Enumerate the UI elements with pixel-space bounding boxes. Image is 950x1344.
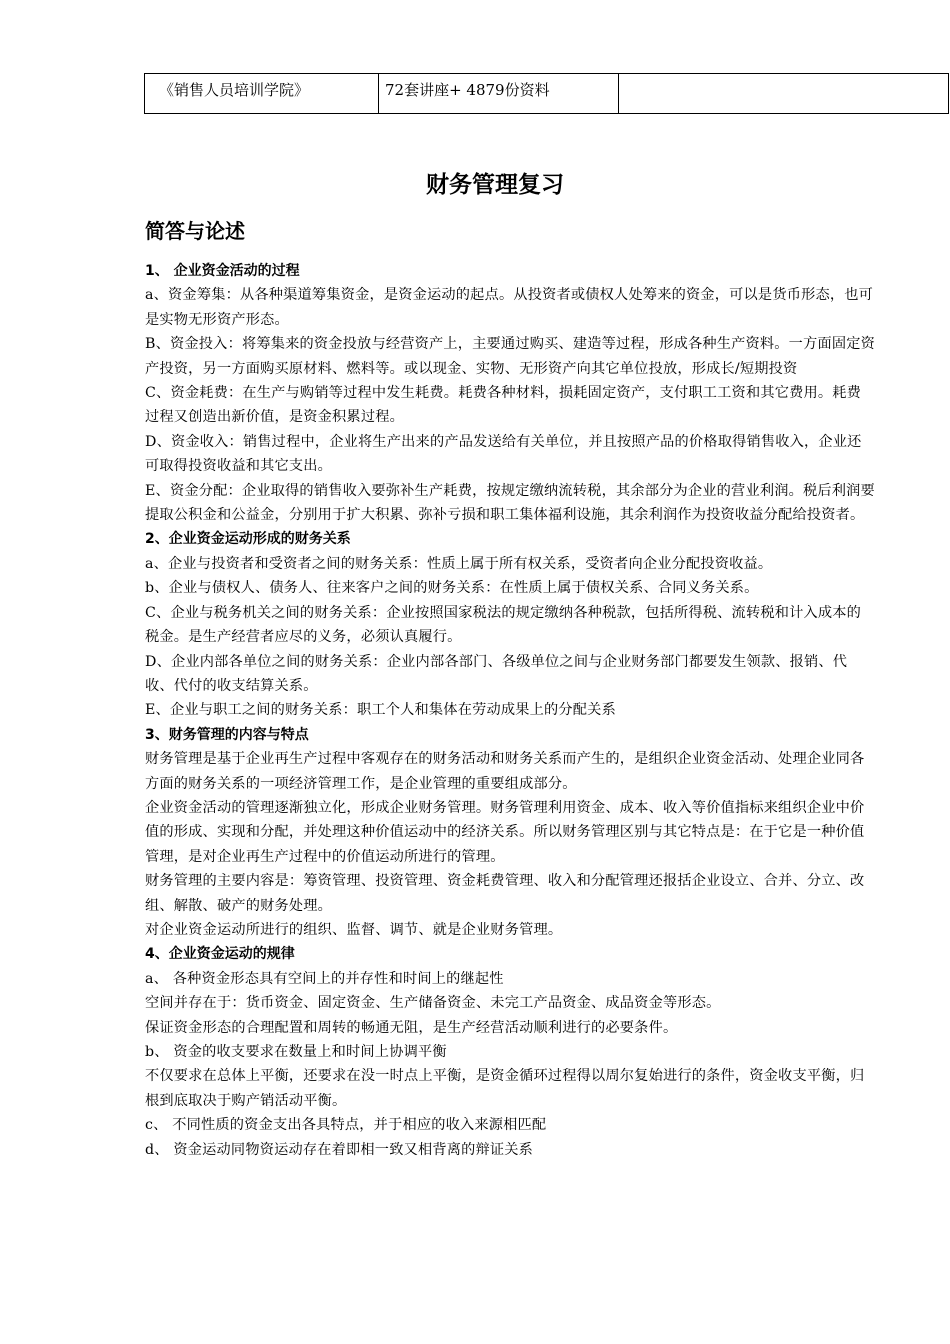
paragraph: c、 不同性质的资金支出各具特点，并于相应的收入来源相匹配 bbox=[145, 1117, 547, 1134]
header-cell-course: 《销售人员培训学院》 bbox=[145, 74, 379, 114]
paragraph: B、资金投入：将筹集来的资金投放与经营资产上，主要通过购买、建造等过程，形成各种生产资料。一方面固定资产投资，另一方面购买原材料、燃料等。或以现金、实物、无形资产向其它单位投放，形成长/短期投资 bbox=[145, 336, 876, 377]
paragraph: 不仅要求在总体上平衡，还要求在没一时点上平衡，是资金循环过程得以周尔复始进行的条件，资金收支平衡，归根到底取决于购产销活动平衡。 bbox=[145, 1068, 865, 1109]
subsection-heading: 3、财务管理的内容与特点 bbox=[145, 726, 309, 743]
header-table bbox=[144, 73, 949, 114]
document-body bbox=[145, 215, 875, 1162]
paragraph: 保证资金形态的合理配置和周转的畅通无阻，是生产经营活动顺利进行的必要条件。 bbox=[145, 1019, 678, 1036]
paragraph: a、资金筹集：从各种渠道筹集资金，是资金运动的起点。从投资者或债权人处筹来的资金，可以是货币形态，也可是实物无形资产形态。 bbox=[145, 287, 874, 328]
paragraph: 企业资金活动的管理逐渐独立化，形成企业财务管理。财务管理利用资金、成本、收入等价值指标来组织企业中价值的形成、实现和分配，并处理这种价值运动中的经济关系。所以财务管理区别与其它特点是：在于它是一种价值管理，是对企业再生产过程中的价值运动所进行的管理。 bbox=[145, 799, 865, 865]
paragraph: d、 资金运动同物资运动存在着即相一致又相背离的辩证关系 bbox=[145, 1141, 534, 1158]
paragraph: 空间并存在于：货币资金、固定资金、生产储备资金、未完工产品资金、成品资金等形态。 bbox=[145, 995, 721, 1012]
paragraph: E、企业与职工之间的财务关系：职工个人和集体在劳动成果上的分配关系 bbox=[145, 702, 616, 719]
header-cell-resources: 72套讲座+ 4879份资料 bbox=[379, 74, 619, 114]
section-title: 简答与论述 bbox=[145, 219, 245, 243]
paragraph: D、企业内部各单位之间的财务关系：企业内部各部门、各级单位之间与企业财务部门都要发生领款、报销、代收、代付的收支结算关系。 bbox=[145, 653, 848, 694]
document-title: 财务管理复习 bbox=[426, 172, 564, 198]
paragraph: 财务管理的主要内容是：筹资管理、投资管理、资金耗费管理、收入和分配管理还报括企业设立、合并、分立、改组、解散、破产的财务处理。 bbox=[145, 873, 865, 914]
subsection-heading: 1、 企业资金活动的过程 bbox=[145, 263, 300, 279]
header-row bbox=[145, 74, 949, 114]
paragraph: b、企业与债权人、债务人、往来客户之间的财务关系：在性质上属于债权关系、合同义务关系。 bbox=[145, 580, 759, 597]
subsection-heading: 2、企业资金运动形成的财务关系 bbox=[145, 531, 351, 548]
paragraph: E、资金分配：企业取得的销售收入要弥补生产耗费，按规定缴纳流转税，其余部分为企业的营业利润。税后利润要提取公积金和公益金，分别用于扩大积累、弥补亏损和职工集体福利设施，其余利润作为投资收益分配给投资者。 bbox=[145, 482, 875, 524]
paragraph: b、 资金的收支要求在数量上和时间上协调平衡 bbox=[145, 1044, 447, 1060]
content-blocks bbox=[145, 259, 875, 1162]
paragraph: 财务管理是基于企业再生产过程中客观存在的财务活动和财务关系而产生的，是组织企业资金活动、处理企业同各方面的财务关系的一项经济管理工作，是企业管理的重要组成部分。 bbox=[145, 751, 865, 792]
paragraph: C、资金耗费：在生产与购销等过程中发生耗费。耗费各种材料，损耗固定资产，支付职工工资和其它费用。耗费过程又创造出新价值，是资金积累过程。 bbox=[145, 385, 862, 426]
header-cell-empty bbox=[619, 74, 949, 114]
paragraph: 对企业资金运动所进行的组织、监督、调节、就是企业财务管理。 bbox=[145, 921, 563, 938]
subsection-heading: 4、企业资金运动的规律 bbox=[145, 946, 295, 963]
paragraph: C、企业与税务机关之间的财务关系：企业按照国家税法的规定缴纳各种税款，包括所得税、流转税和计入成本的税金。是生产经营者应尽的义务，必须认真履行。 bbox=[145, 604, 862, 646]
paragraph: a、企业与投资者和受资者之间的财务关系：性质上属于所有权关系，受资者向企业分配投资收益。 bbox=[145, 555, 773, 572]
paragraph: a、 各种资金形态具有空间上的并存性和时间上的继起性 bbox=[145, 970, 504, 987]
paragraph: D、资金收入：销售过程中，企业将生产出来的产品发送给有关单位，并且按照产品的价格取得销售收入，企业还可取得投资收益和其它支出。 bbox=[145, 433, 862, 475]
